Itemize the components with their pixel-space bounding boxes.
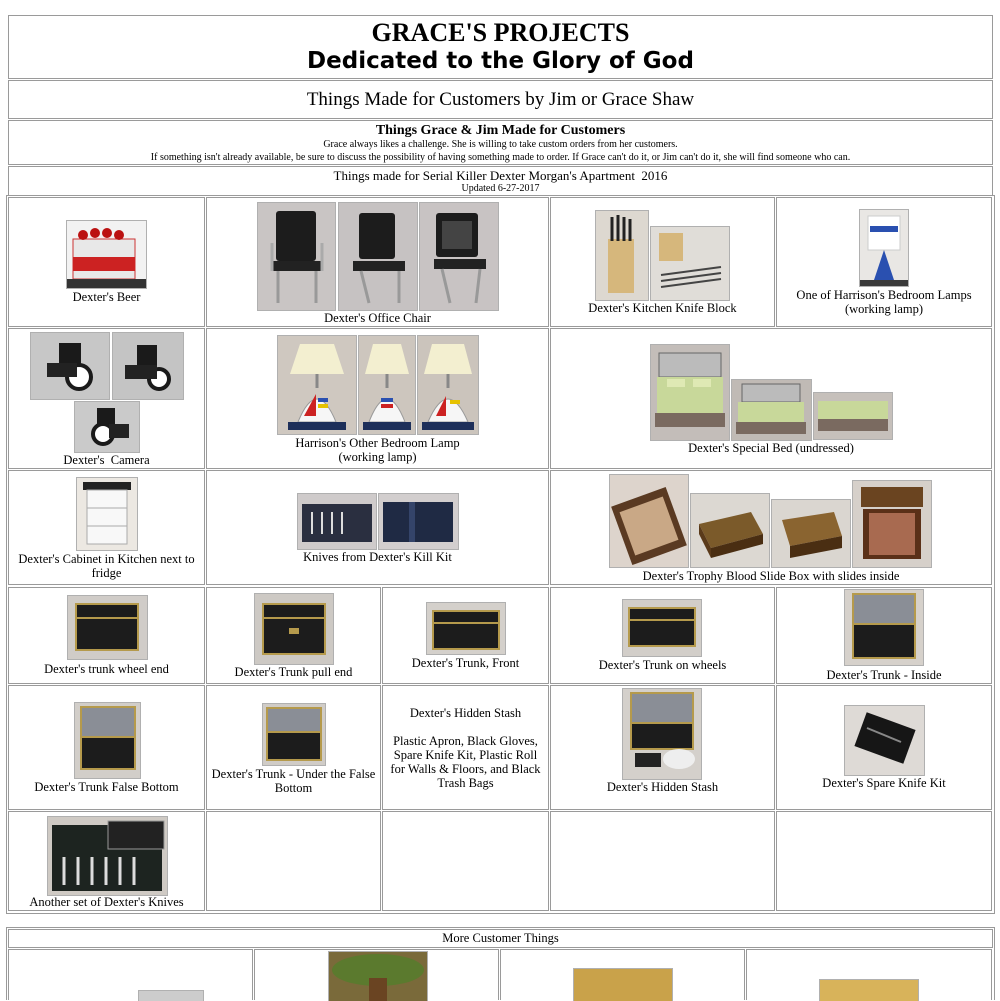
cell-hidden-stash — [550, 685, 775, 810]
caption-bed: Dexter's Special Bed (undressed) — [688, 441, 854, 455]
cell-trunk-inside — [776, 587, 992, 684]
bed-photo-3[interactable] — [813, 392, 893, 440]
cell-another-knives — [8, 811, 205, 911]
cell-trunk-front — [382, 587, 549, 684]
kill-kit-photo-2[interactable] — [378, 493, 459, 550]
bed-image — [814, 393, 892, 439]
beer-photo[interactable] — [66, 220, 147, 289]
caption-spare-knife-kit: Dexter's Spare Knife Kit — [822, 776, 946, 790]
camera-image — [75, 402, 139, 452]
cell-trunk-pull-end — [206, 587, 381, 684]
caption-trunk-inside: Dexter's Trunk - Inside — [826, 668, 942, 682]
harrison-lamp-2-photo-1[interactable] — [277, 335, 357, 435]
site-title: GRACE'S PROJECTS — [371, 18, 630, 47]
bed-image — [732, 380, 811, 440]
knives-image — [651, 227, 729, 300]
caption-hidden-stash: Dexter's Hidden Stash — [606, 780, 719, 794]
caption-harrison-lamp-1-note: (working lamp) — [844, 302, 924, 316]
cell-spare-knife-kit — [776, 685, 992, 810]
another-knives-photo[interactable] — [47, 816, 168, 896]
cell-cabinet — [8, 470, 205, 585]
camera-photo-2[interactable] — [112, 332, 184, 400]
slide-box-image — [853, 481, 931, 567]
cell-trunk-wheel-end — [8, 587, 205, 684]
cell-knife-block — [550, 197, 775, 327]
intro-line-1: Grace always likes a challenge. She is willing to take custom orders from her customers. — [323, 139, 678, 150]
cell-harrison-lamp-2 — [206, 328, 549, 469]
intro-box — [8, 120, 993, 165]
caption-kill-kit: Knives from Dexter's Kill Kit — [303, 550, 452, 564]
trunk-front-photo[interactable] — [426, 602, 506, 655]
lamp-image — [418, 336, 478, 434]
empty-cell — [382, 811, 549, 911]
empty-cell — [776, 811, 992, 911]
cell-kill-kit — [206, 470, 549, 585]
empty-cell — [550, 811, 775, 911]
stash-image — [623, 689, 701, 779]
caption-harrison-lamp-1 — [779, 288, 989, 316]
cell-trunk-under — [206, 685, 381, 810]
section-title-box — [8, 166, 993, 196]
slide-box-image — [691, 494, 769, 567]
trunk-image — [263, 704, 325, 765]
cell-slide-box — [550, 470, 992, 585]
caption-harrison-lamp-2-text: Harrison's Other Bedroom Lamp — [295, 436, 460, 450]
more-cell-2 — [254, 949, 499, 1000]
more-photo-4[interactable] — [819, 979, 919, 1001]
more-photo-2[interactable] — [328, 951, 428, 1001]
page-heading: Things Made for Customers by Jim or Grace Shaw — [306, 89, 695, 110]
more-photo-3[interactable] — [573, 968, 673, 1001]
cabinet-photo[interactable] — [76, 477, 138, 551]
more-cell-3 — [500, 949, 745, 1000]
bed-photo-2[interactable] — [731, 379, 812, 441]
slide-box-image — [610, 475, 688, 567]
trunk-inside-photo[interactable] — [844, 589, 924, 666]
caption-beer: Dexter's Beer — [72, 290, 141, 304]
knife-roll-image — [379, 494, 458, 549]
spare-knife-kit-photo[interactable] — [844, 705, 925, 776]
beer-pack-image — [67, 221, 146, 288]
hidden-stash-title: Dexter's Hidden Stash — [409, 706, 522, 720]
camera-image — [113, 333, 183, 399]
caption-trunk-under: Dexter's Trunk - Under the False Bottom — [211, 767, 376, 795]
trunk-image — [75, 703, 140, 778]
lamp-image — [860, 210, 908, 286]
trunk-image — [845, 590, 923, 665]
caption-knife-block: Dexter's Kitchen Knife Block — [588, 301, 737, 315]
cell-bed — [550, 328, 992, 469]
section-title: Things made for Serial Killer Dexter Morgan's Apartment 2016 — [333, 168, 668, 183]
bed-photo-1[interactable] — [650, 344, 730, 441]
harrison-lamp-2-photo-3[interactable] — [417, 335, 479, 435]
trunk-image — [255, 594, 333, 664]
caption-harrison-lamp-2 — [209, 436, 546, 464]
trunk-wheel-end-photo[interactable] — [67, 595, 148, 660]
caption-office-chair: Dexter's Office Chair — [324, 311, 431, 325]
cell-harrison-lamp-1 — [776, 197, 992, 327]
cell-trunk-on-wheels — [550, 587, 775, 684]
chair-image — [339, 203, 417, 310]
office-chair-photo-1[interactable] — [257, 202, 336, 311]
slide-box-image — [772, 500, 850, 567]
intro-line-2: If something isn't already available, be sure to discuss the possibility of having something made to order. If Grace can't do it, or Jim can't do it, she will find someone who can. — [150, 152, 851, 163]
office-chair-photo-3[interactable] — [419, 202, 499, 311]
harrison-lamp-1-photo[interactable] — [859, 209, 909, 287]
hidden-stash-photo[interactable] — [622, 688, 702, 780]
page-heading-box — [8, 80, 993, 119]
cell-camera — [8, 328, 205, 469]
slide-box-photo-1[interactable] — [609, 474, 689, 568]
trunk-pull-end-photo[interactable] — [254, 593, 334, 665]
chair-image — [420, 203, 498, 310]
cell-trunk-false-bottom — [8, 685, 205, 810]
knife-roll-image — [298, 494, 376, 549]
slide-box-photo-3[interactable] — [771, 499, 851, 568]
harrison-lamp-2-photo-2[interactable] — [358, 335, 416, 435]
more-section-title-box — [8, 929, 993, 948]
caption-another-knives: Another set of Dexter's Knives — [29, 895, 184, 909]
knife-roll-image — [48, 817, 167, 895]
office-chair-photo-2[interactable] — [338, 202, 418, 311]
more-cell-4 — [746, 949, 992, 1000]
kill-kit-photo-1[interactable] — [297, 493, 377, 550]
site-header — [8, 15, 993, 79]
intro-heading: Things Grace & Jim Made for Customers — [375, 123, 626, 138]
slide-box-photo-2[interactable] — [690, 493, 770, 568]
trunk-image — [427, 603, 505, 654]
caption-trunk-wheel-end: Dexter's trunk wheel end — [44, 662, 169, 676]
dedication-title: Dedicated to the Glory of God — [307, 48, 694, 74]
camera-photo-1[interactable] — [30, 332, 110, 400]
caption-trunk-false-bottom: Dexter's Trunk False Bottom — [34, 780, 179, 794]
bed-image — [651, 345, 729, 440]
trunk-image — [623, 600, 701, 656]
lamp-image — [278, 336, 356, 434]
cabinet-image — [77, 478, 137, 550]
knife-roll-image — [845, 706, 924, 775]
camera-photo-3[interactable] — [74, 401, 140, 453]
caption-harrison-lamp-1-text: One of Harrison's Bedroom Lamps — [796, 288, 972, 302]
slide-box-photo-4[interactable] — [852, 480, 932, 568]
more-photo-1[interactable] — [138, 990, 204, 1001]
empty-cell — [206, 811, 381, 911]
more-cell-1 — [8, 949, 253, 1000]
camera-image — [31, 333, 109, 399]
hidden-stash-description: Plastic Apron, Black Gloves, Spare Knife Kit, Plastic Roll for Walls & Floors, and Black Trash Bags — [390, 734, 541, 790]
caption-camera: Dexter's Camera — [63, 453, 150, 467]
trunk-image — [68, 596, 147, 659]
caption-harrison-lamp-2-note: (working lamp) — [338, 450, 417, 464]
knife-block-photo-1[interactable] — [595, 210, 649, 301]
cell-hidden-stash-text — [382, 685, 549, 810]
caption-trunk-on-wheels: Dexter's Trunk on wheels — [598, 658, 727, 672]
caption-trunk-front: Dexter's Trunk, Front — [411, 656, 520, 670]
updated-date: Updated 6-27-2017 — [461, 183, 540, 194]
cell-office-chair — [206, 197, 549, 327]
caption-slide-box: Dexter's Trophy Blood Slide Box with slides inside — [642, 569, 900, 583]
trunk-under-photo[interactable] — [262, 703, 326, 766]
caption-trunk-pull-end: Dexter's Trunk pull end — [234, 665, 353, 679]
caption-cabinet: Dexter's Cabinet in Kitchen next to fridge — [18, 552, 195, 580]
knife-block-image — [596, 211, 648, 300]
chair-image — [258, 203, 335, 310]
trunk-false-bottom-photo[interactable] — [74, 702, 141, 779]
knife-block-photo-2[interactable] — [650, 226, 730, 301]
more-section-title: More Customer Things — [442, 931, 559, 945]
cell-beer — [8, 197, 205, 327]
tree-image — [329, 952, 427, 1001]
trunk-on-wheels-photo[interactable] — [622, 599, 702, 657]
lamp-image — [359, 336, 415, 434]
